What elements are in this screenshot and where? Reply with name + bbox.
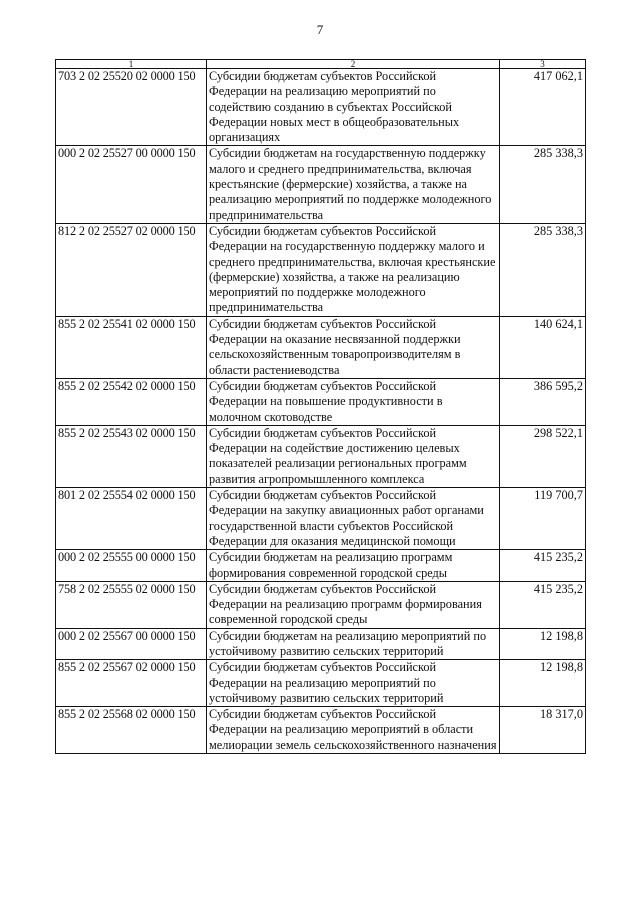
table-row xyxy=(56,628,586,660)
amount-cell: 417 062,1 xyxy=(500,69,586,146)
budget-table xyxy=(55,59,586,754)
code-cell: 000 2 02 25527 00 0000 150 xyxy=(56,146,207,223)
table-header-row xyxy=(56,60,586,69)
table-row xyxy=(56,223,586,316)
amount-cell: 298 522,1 xyxy=(500,425,586,487)
table-row xyxy=(56,378,586,425)
amount-cell: 119 700,7 xyxy=(500,488,586,550)
column-header-code: 1 xyxy=(56,60,207,69)
amount-cell: 415 235,2 xyxy=(500,581,586,628)
name-cell: Субсидии бюджетам субъектов Российской Федерации на повышение продуктивности в молочном скотоводстве xyxy=(207,378,500,425)
name-cell: Субсидии бюджетам субъектов Российской Федерации на реализацию мероприятий в области мелиорации земель сельскохозяйственного назначения xyxy=(207,707,500,754)
table-row xyxy=(56,550,586,582)
code-cell: 000 2 02 25555 00 0000 150 xyxy=(56,550,207,582)
name-cell: Субсидии бюджетам субъектов Российской Федерации на реализацию мероприятий по устойчивому развитию сельских территорий xyxy=(207,660,500,707)
code-cell: 855 2 02 25542 02 0000 150 xyxy=(56,378,207,425)
name-cell: Субсидии бюджетам субъектов Российской Федерации на реализацию программ формирования современной городской среды xyxy=(207,581,500,628)
amount-cell: 386 595,2 xyxy=(500,378,586,425)
name-cell: Субсидии бюджетам субъектов Российской Федерации на государственную поддержку малого и среднего предпринимательства, включая крестьянские (фермерские) хозяйства, а также на реализацию мероприятий по поддержке молодежного предпринимательства xyxy=(207,223,500,316)
name-cell: Субсидии бюджетам на реализацию программ формирования современной городской среды xyxy=(207,550,500,582)
amount-cell: 140 624,1 xyxy=(500,316,586,378)
column-header-amount: 3 xyxy=(500,60,586,69)
amount-cell: 12 198,8 xyxy=(500,660,586,707)
name-cell: Субсидии бюджетам субъектов Российской Федерации на содействие достижению целевых показателей реализации региональных программ развития агропромышленного комплекса xyxy=(207,425,500,487)
code-cell: 758 2 02 25555 02 0000 150 xyxy=(56,581,207,628)
amount-cell: 285 338,3 xyxy=(500,223,586,316)
code-cell: 855 2 02 25541 02 0000 150 xyxy=(56,316,207,378)
amount-cell: 415 235,2 xyxy=(500,550,586,582)
code-cell: 855 2 02 25568 02 0000 150 xyxy=(56,707,207,754)
code-cell: 855 2 02 25567 02 0000 150 xyxy=(56,660,207,707)
name-cell: Субсидии бюджетам на реализацию мероприятий по устойчивому развитию сельских территорий xyxy=(207,628,500,660)
code-cell: 000 2 02 25567 00 0000 150 xyxy=(56,628,207,660)
table-row xyxy=(56,425,586,487)
name-cell: Субсидии бюджетам на государственную поддержку малого и среднего предпринимательства, включая крестьянские (фермерские) хозяйства, а также на реализацию мероприятий по поддержке молодежного предпринимательства xyxy=(207,146,500,223)
name-cell: Субсидии бюджетам субъектов Российской Федерации на оказание несвязанной поддержки сельскохозяйственным товаропроизводителям в области растениеводства xyxy=(207,316,500,378)
name-cell: Субсидии бюджетам субъектов Российской Федерации на реализацию мероприятий по содействию созданию в субъектах Российской Федерации новых мест в общеобразовательных организациях xyxy=(207,69,500,146)
table-row xyxy=(56,660,586,707)
code-cell: 855 2 02 25543 02 0000 150 xyxy=(56,425,207,487)
table-row xyxy=(56,316,586,378)
amount-cell: 18 317,0 xyxy=(500,707,586,754)
amount-cell: 12 198,8 xyxy=(500,628,586,660)
table-row xyxy=(56,146,586,223)
code-cell: 801 2 02 25554 02 0000 150 xyxy=(56,488,207,550)
column-header-name: 2 xyxy=(207,60,500,69)
table-row xyxy=(56,581,586,628)
table-row xyxy=(56,488,586,550)
table-row xyxy=(56,707,586,754)
page-number: 7 xyxy=(316,22,324,37)
name-cell: Субсидии бюджетам субъектов Российской Федерации на закупку авиационных работ органами государственной власти субъектов Российской Федерации для оказания медицинской помощи xyxy=(207,488,500,550)
code-cell: 703 2 02 25520 02 0000 150 xyxy=(56,69,207,146)
table-row xyxy=(56,69,586,146)
code-cell: 812 2 02 25527 02 0000 150 xyxy=(56,223,207,316)
amount-cell: 285 338,3 xyxy=(500,146,586,223)
